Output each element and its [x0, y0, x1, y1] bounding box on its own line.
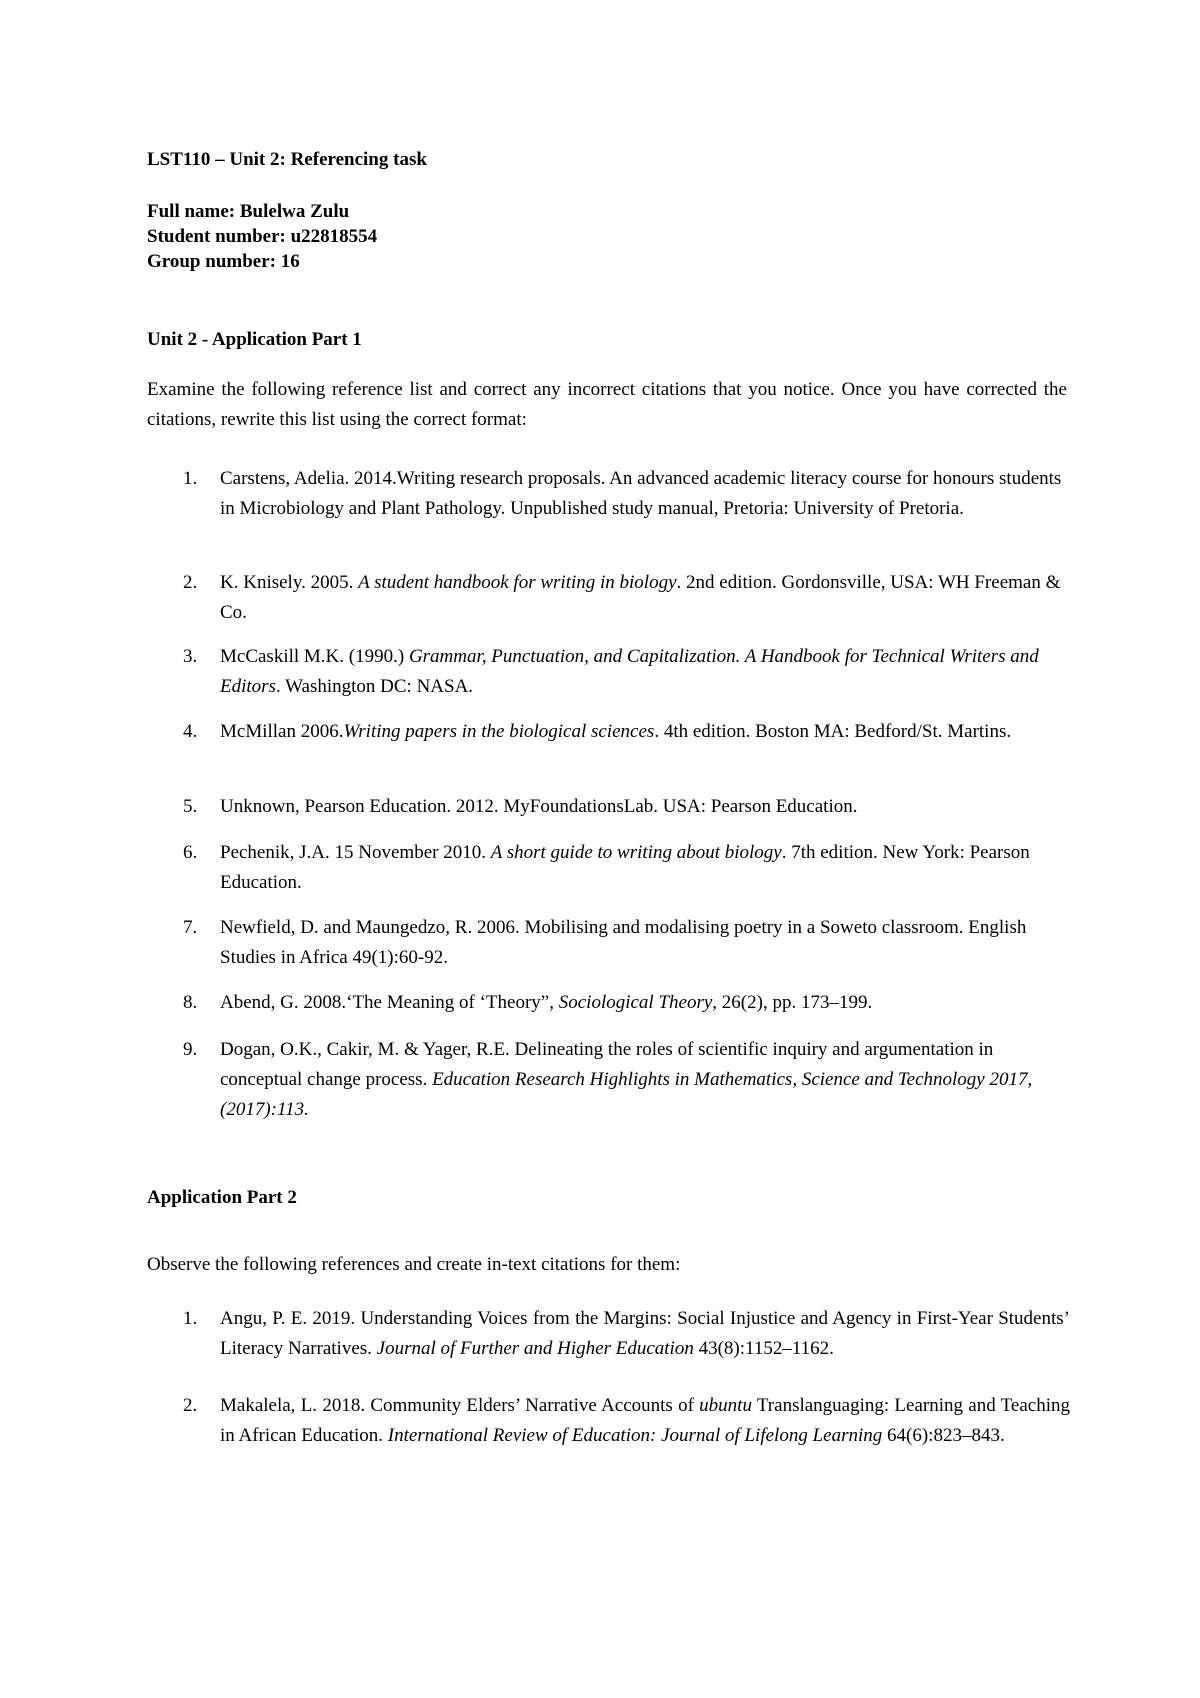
part1-heading: Unit 2 - Application Part 1: [147, 329, 362, 350]
reference-item: Newfield, D. and Maungedzo, R. 2006. Mobilising and modalising poetry in a Soweto classroom. English Studies in Africa 49(1):60-92.: [220, 917, 1027, 968]
list-item-number: 7.: [183, 917, 198, 938]
reference-item: Dogan, O.K., Cakir, M. & Yager, R.E. Delineating the roles of scientific inquiry and argumentation in conceptual change process. Education Research Highlights in Mathematics, Science and Technology 2017, (2017):113.: [220, 1039, 1033, 1120]
list-item-number: 4.: [183, 721, 198, 742]
list-item-number: 2.: [183, 572, 198, 593]
list-item-number: 9.: [183, 1039, 198, 1060]
reference-item: Unknown, Pearson Education. 2012. MyFoundationsLab. USA: Pearson Education.: [220, 796, 858, 817]
part2-instructions: Observe the following references and create in-text citations for them:: [147, 1254, 681, 1275]
reference-item: McCaskill M.K. (1990.) Grammar, Punctuation, and Capitalization. A Handbook for Technical Writers and Editors. Washington DC: NASA.: [220, 646, 1039, 697]
reference-item: Abend, G. 2008.‘The Meaning of ‘Theory”, Sociological Theory, 26(2), pp. 173–199.: [220, 992, 873, 1013]
part1-instructions: Examine the following reference list and correct any incorrect citations that you notice. Once you have corrected the citations, rewrite this list using the correct format:: [147, 379, 1067, 430]
list-item-number: 3.: [183, 646, 198, 667]
list-item-number: 1.: [183, 1308, 198, 1329]
reference-item: McMillan 2006.Writing papers in the biological sciences. 4th edition. Boston MA: Bedford/St. Martins.: [220, 721, 1012, 742]
group-number: Group number: 16: [147, 251, 300, 272]
list-item-number: 1.: [183, 468, 198, 489]
list-item-number: 6.: [183, 842, 198, 863]
list-item-number: 8.: [183, 992, 198, 1013]
doc-title: LST110 – Unit 2: Referencing task: [147, 149, 427, 170]
reference-item: Makalela, L. 2018. Community Elders’ Narrative Accounts of ubuntu Translanguaging: Learning and Teaching in African Education. International Review of Education: Journal of Lifelong Learning 64(6):823–843.: [220, 1395, 1070, 1446]
list-item-number: 5.: [183, 796, 198, 817]
student-number: Student number: u22818554: [147, 226, 378, 247]
full-name: Full name: Bulelwa Zulu: [147, 201, 350, 222]
reference-item: Carstens, Adelia. 2014.Writing research proposals. An advanced academic literacy course for honours students in Microbiology and Plant Pathology. Unpublished study manual, Pretoria: University of Pretoria.: [220, 468, 1062, 519]
part2-heading: Application Part 2: [147, 1187, 297, 1208]
reference-item: Angu, P. E. 2019. Understanding Voices from the Margins: Social Injustice and Agency in First-Year Students’ Literacy Narratives. Journal of Further and Higher Education 43(8):1152–1162.: [220, 1308, 1070, 1359]
list-item-number: 2.: [183, 1395, 198, 1416]
reference-item: Pechenik, J.A. 15 November 2010. A short guide to writing about biology. 7th edition. New York: Pearson Education.: [220, 842, 1030, 893]
reference-item: K. Knisely. 2005. A student handbook for writing in biology. 2nd edition. Gordonsville, USA: WH Freeman & Co.: [220, 572, 1061, 623]
